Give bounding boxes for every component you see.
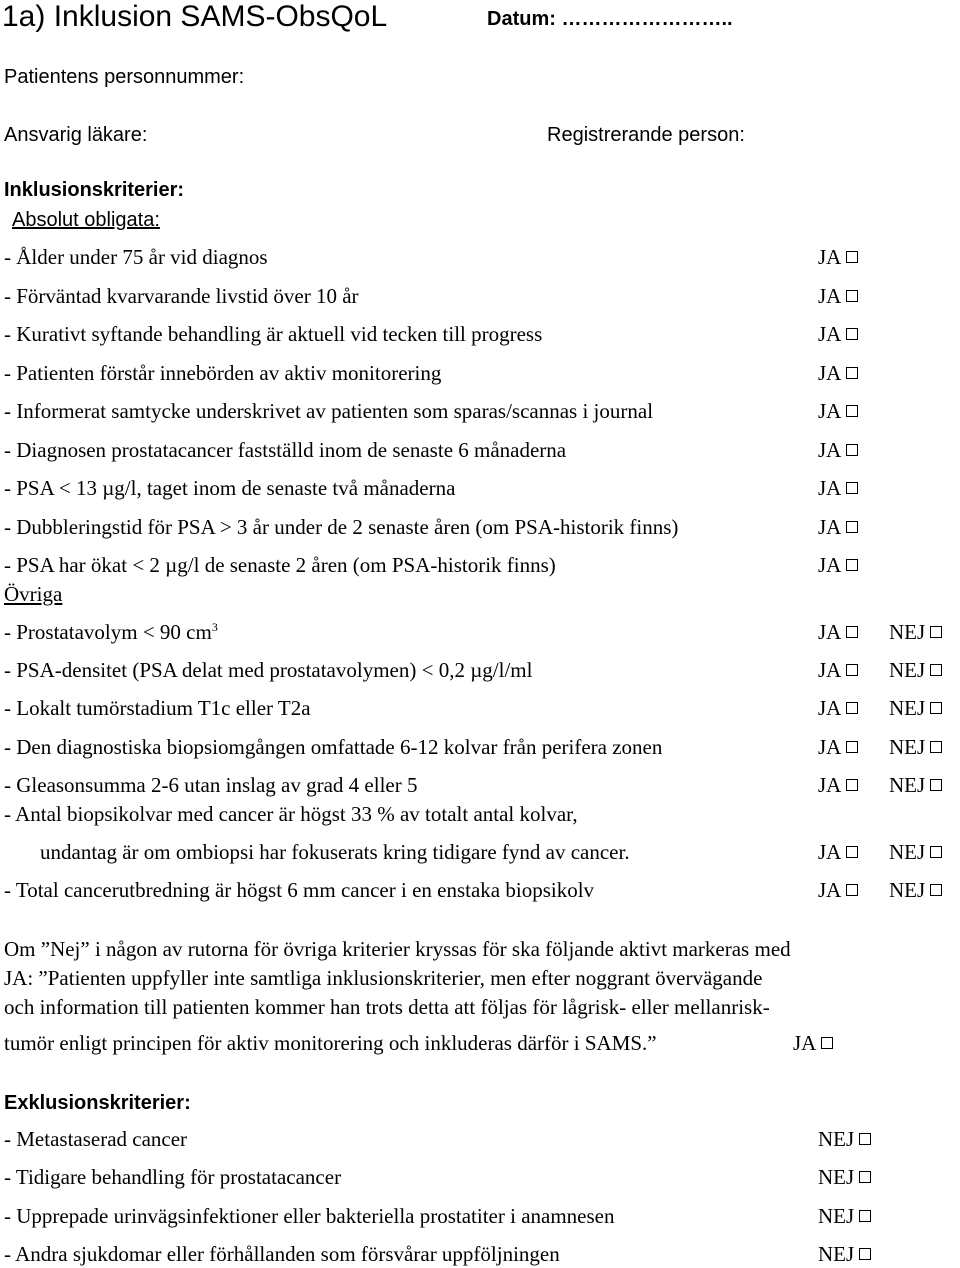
ja-checkbox[interactable]: [846, 664, 858, 676]
absolute-criterion-text: - PSA har ökat < 2 µg/l de senaste 2 åren (om PSA-historik finns): [4, 553, 556, 577]
ja-label: JA: [818, 361, 842, 385]
ja-checkbox[interactable]: [846, 521, 858, 533]
ja-label: JA: [818, 284, 842, 308]
nej-checkbox[interactable]: [859, 1248, 871, 1260]
ja-checkbox[interactable]: [846, 846, 858, 858]
ja-option: [818, 363, 858, 384]
ja-label: JA: [818, 878, 842, 902]
ja-option: [818, 737, 858, 758]
ja-checkbox[interactable]: [846, 884, 858, 896]
nej-option: [818, 1244, 871, 1265]
form-title: 1a) Inklusion SAMS-ObsQoL: [2, 0, 388, 33]
ja-label: JA: [818, 553, 842, 577]
note-ja-option: [793, 1033, 833, 1054]
ja-checkbox[interactable]: [846, 482, 858, 494]
nej-checkbox[interactable]: [859, 1133, 871, 1145]
ja-label: JA: [818, 322, 842, 346]
other-criterion-text: - Antal biopsikolvar med cancer är högst 33 % av totalt antal kolvar,: [4, 802, 578, 826]
ansvarig-lakare-field[interactable]: Ansvarig läkare:: [4, 124, 148, 146]
nej-checkbox[interactable]: [930, 664, 942, 676]
absolute-criterion-text: - Kurativt syftande behandling är aktuell vid tecken till progress: [4, 322, 543, 346]
nej-checkbox[interactable]: [930, 702, 942, 714]
nej-label: NEJ: [818, 1204, 855, 1228]
nej-checkbox[interactable]: [930, 779, 942, 791]
nej-option: [889, 737, 942, 758]
nej-label: NEJ: [889, 773, 926, 797]
other-criterion-text: - Gleasonsumma 2-6 utan inslag av grad 4 eller 5: [4, 773, 418, 797]
nej-checkbox[interactable]: [859, 1171, 871, 1183]
absolute-criterion-text: - Ålder under 75 år vid diagnos: [4, 245, 268, 269]
other-criterion-text: - Total cancerutbredning är högst 6 mm cancer i en enstaka biopsikolv: [4, 878, 595, 902]
nej-option: [818, 1129, 871, 1150]
nej-option: [818, 1206, 871, 1227]
nej-option: [889, 622, 942, 643]
nej-checkbox[interactable]: [930, 741, 942, 753]
inclusion-heading: Inklusionskriterier:: [4, 179, 185, 201]
ja-checkbox[interactable]: [846, 626, 858, 638]
nej-label: NEJ: [889, 696, 926, 720]
ja-checkbox[interactable]: [846, 444, 858, 456]
nej-label: NEJ: [889, 620, 926, 644]
registrerande-person-field[interactable]: Registrerande person:: [547, 124, 745, 146]
nej-label: NEJ: [889, 840, 926, 864]
note-ja-label: JA: [793, 1031, 817, 1055]
nej-option: [889, 880, 942, 901]
ja-option: [818, 517, 858, 538]
ja-checkbox[interactable]: [846, 702, 858, 714]
date-field[interactable]: Datum: ……………………..: [487, 8, 733, 30]
ja-option: [818, 698, 858, 719]
ja-label: JA: [818, 399, 842, 423]
note-ja-checkbox[interactable]: [821, 1037, 833, 1049]
ja-label: JA: [818, 658, 842, 682]
ja-option: [818, 440, 858, 461]
absolute-criterion-text: - PSA < 13 µg/l, taget inom de senaste två månaderna: [4, 476, 456, 500]
nej-checkbox[interactable]: [930, 884, 942, 896]
ja-option: [818, 478, 858, 499]
nej-checkbox[interactable]: [930, 846, 942, 858]
nej-option: [889, 698, 942, 719]
ja-label: JA: [818, 245, 842, 269]
nej-checkbox[interactable]: [930, 626, 942, 638]
ja-label: JA: [818, 735, 842, 759]
nej-checkbox[interactable]: [859, 1210, 871, 1222]
ja-checkbox[interactable]: [846, 367, 858, 379]
personnummer-field[interactable]: Patientens personnummer:: [4, 66, 245, 88]
absolute-criterion-text: - Förväntad kvarvarande livstid över 10 år: [4, 284, 359, 308]
other-criterion-text: - PSA-densitet (PSA delat med prostatavolymen) < 0,2 µg/l/ml: [4, 658, 533, 682]
ja-label: JA: [818, 773, 842, 797]
absolute-criterion-text: - Diagnosen prostatacancer fastställd inom de senaste 6 månaderna: [4, 438, 567, 462]
absolute-obligatory-heading: Absolut obligata:: [12, 209, 160, 231]
ja-checkbox[interactable]: [846, 741, 858, 753]
exclusion-criterion-text: - Metastaserad cancer: [4, 1127, 188, 1151]
ja-option: [818, 247, 858, 268]
note-line: och information till patienten kommer han trots detta att följas för lågrisk- eller mellanrisk-: [4, 995, 770, 1019]
ja-label: JA: [818, 696, 842, 720]
note-line: JA: ”Patienten uppfyller inte samtliga inklusionskriterier, men efter noggrant övervägande: [4, 966, 763, 990]
nej-option: [889, 842, 942, 863]
note-line: Om ”Nej” i någon av rutorna för övriga kriterier kryssas för ska följande aktivt markeras med: [4, 937, 791, 961]
other-criterion-text: - Lokalt tumörstadium T1c eller T2a: [4, 696, 311, 720]
note-line: tumör enligt principen för aktiv monitorering och inkluderas därför i SAMS.”: [4, 1031, 657, 1055]
ja-label: JA: [818, 476, 842, 500]
absolute-criterion-text: - Patienten förstår innebörden av aktiv monitorering: [4, 361, 442, 385]
exclusion-criterion-text: - Upprepade urinvägsinfektioner eller bakteriella prostatiter i anamnesen: [4, 1204, 615, 1228]
ja-option: [818, 622, 858, 643]
other-criterion-text: - Den diagnostiska biopsiomgången omfattade 6-12 kolvar från perifera zonen: [4, 735, 663, 759]
nej-label: NEJ: [889, 878, 926, 902]
ja-option: [818, 401, 858, 422]
nej-label: NEJ: [889, 658, 926, 682]
ja-option: [818, 842, 858, 863]
nej-label: NEJ: [818, 1242, 855, 1266]
other-criterion-continuation: undantag är om ombiopsi har fokuserats kring tidigare fynd av cancer.: [40, 840, 630, 864]
ja-checkbox[interactable]: [846, 779, 858, 791]
nej-label: NEJ: [818, 1165, 855, 1189]
exclusion-criterion-text: - Andra sjukdomar eller förhållanden som försvårar uppföljningen: [4, 1242, 560, 1266]
ja-checkbox[interactable]: [846, 251, 858, 263]
nej-label: NEJ: [818, 1127, 855, 1151]
nej-label: NEJ: [889, 735, 926, 759]
other-criterion-text: - Prostatavolym < 90 $cm^3$: [4, 620, 218, 644]
exclusion-heading: Exklusionskriterier:: [4, 1092, 191, 1114]
absolute-criterion-text: - Informerat samtycke underskrivet av patienten som sparas/scannas i journal: [4, 399, 654, 423]
exclusion-criterion-text: - Tidigare behandling för prostatacancer: [4, 1165, 342, 1189]
nej-option: [889, 775, 942, 796]
ja-checkbox[interactable]: [846, 559, 858, 571]
ja-label: JA: [818, 620, 842, 644]
superscript: 3: [211, 620, 218, 634]
nej-option: [818, 1167, 871, 1188]
ja-option: [818, 555, 858, 576]
ja-label: JA: [818, 438, 842, 462]
ja-option: [818, 324, 858, 345]
ja-checkbox[interactable]: [846, 328, 858, 340]
absolute-criterion-text: - Dubbleringstid för PSA > 3 år under de 2 senaste åren (om PSA-historik finns): [4, 515, 679, 539]
ja-checkbox[interactable]: [846, 405, 858, 417]
ja-label: JA: [818, 840, 842, 864]
ja-option: [818, 775, 858, 796]
ja-label: JA: [818, 515, 842, 539]
ja-checkbox[interactable]: [846, 290, 858, 302]
ja-option: [818, 286, 858, 307]
other-criteria-heading: Övriga: [4, 582, 63, 606]
ja-option: [818, 880, 858, 901]
ja-option: [818, 660, 858, 681]
nej-option: [889, 660, 942, 681]
